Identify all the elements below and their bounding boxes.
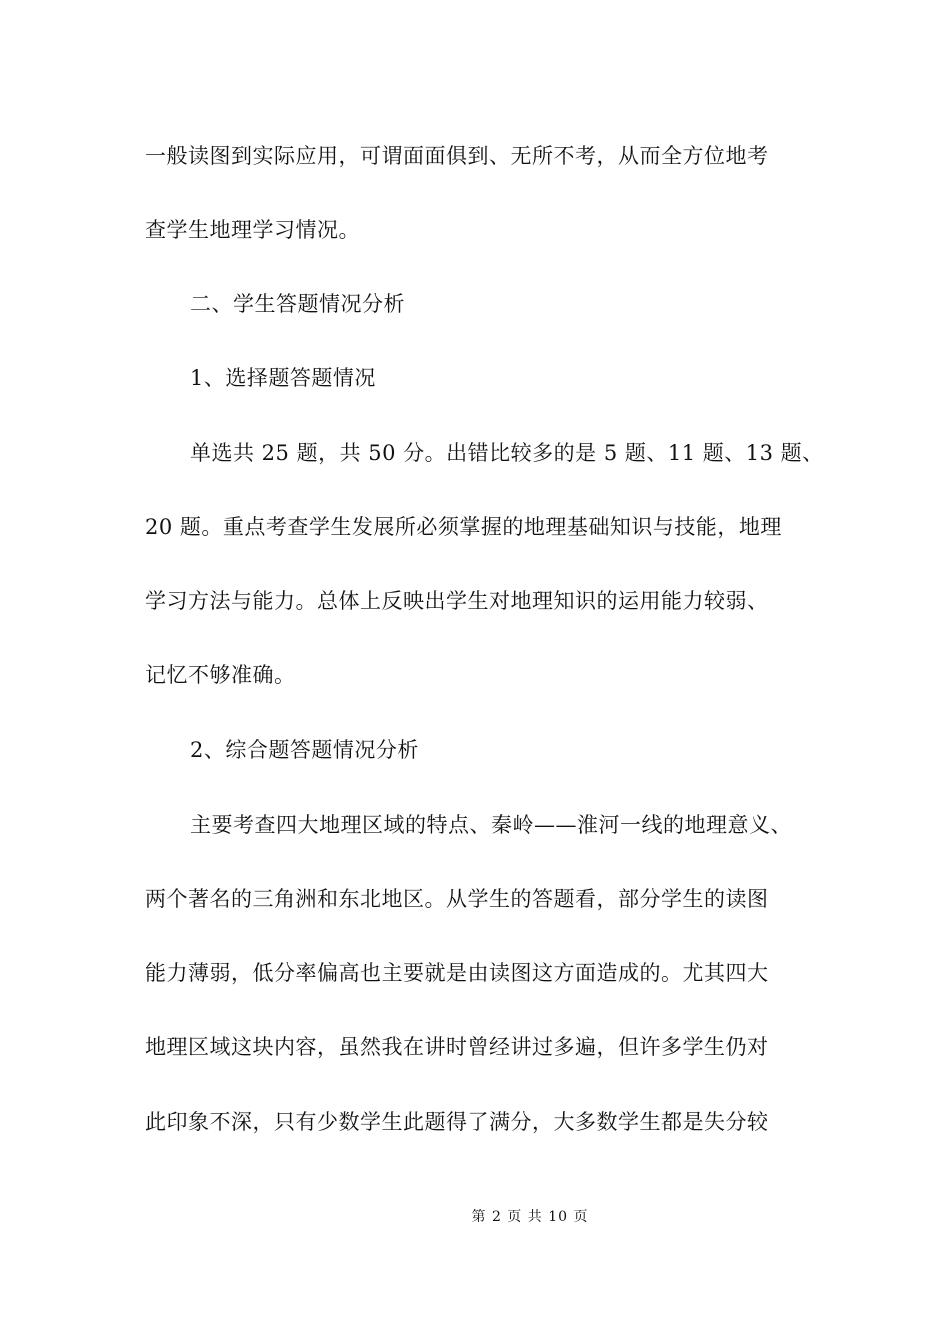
paragraph-line: 主要考查四大地理区域的特点、秦岭——淮河一线的地理意义、 (190, 813, 792, 837)
paragraph-line: 记忆不够准确。 (145, 663, 296, 687)
paragraph-line: 学习方法与能力。总体上反映出学生对地理知识的运用能力较弱、 (145, 589, 769, 613)
paragraph-line: 20 题。重点考查学生发展所必须掌握的地理基础知识与技能，地理 (145, 515, 782, 539)
paragraph-line: 单选共 25 题，共 50 分。出错比较多的是 5 题、11 题、13 题、 (190, 441, 824, 465)
paragraph-line: 地理区域这块内容，虽然我在讲时曾经讲过多遍，但许多学生仍对 (145, 1035, 769, 1059)
subsection-heading: 2、综合题答题情况分析 (190, 738, 419, 762)
paragraph-line: 两个著名的三角洲和东北地区。从学生的答题看，部分学生的读图 (145, 887, 769, 911)
paragraph-line: 能力薄弱，低分率偏高也主要就是由读图这方面造成的。尤其四大 (145, 961, 769, 985)
page-number-footer: 第 2 页 共 10 页 (471, 1209, 589, 1225)
subsection-heading: 1、选择题答题情况 (190, 366, 376, 390)
section-heading: 二、学生答题情况分析 (190, 292, 405, 316)
paragraph-line: 查学生地理学习情况。 (145, 218, 360, 242)
paragraph-line: 一般读图到实际应用，可谓面面俱到、无所不考，从而全方位地考 (145, 144, 769, 168)
paragraph-line: 此印象不深，只有少数学生此题得了满分，大多数学生都是失分较 (145, 1110, 769, 1134)
